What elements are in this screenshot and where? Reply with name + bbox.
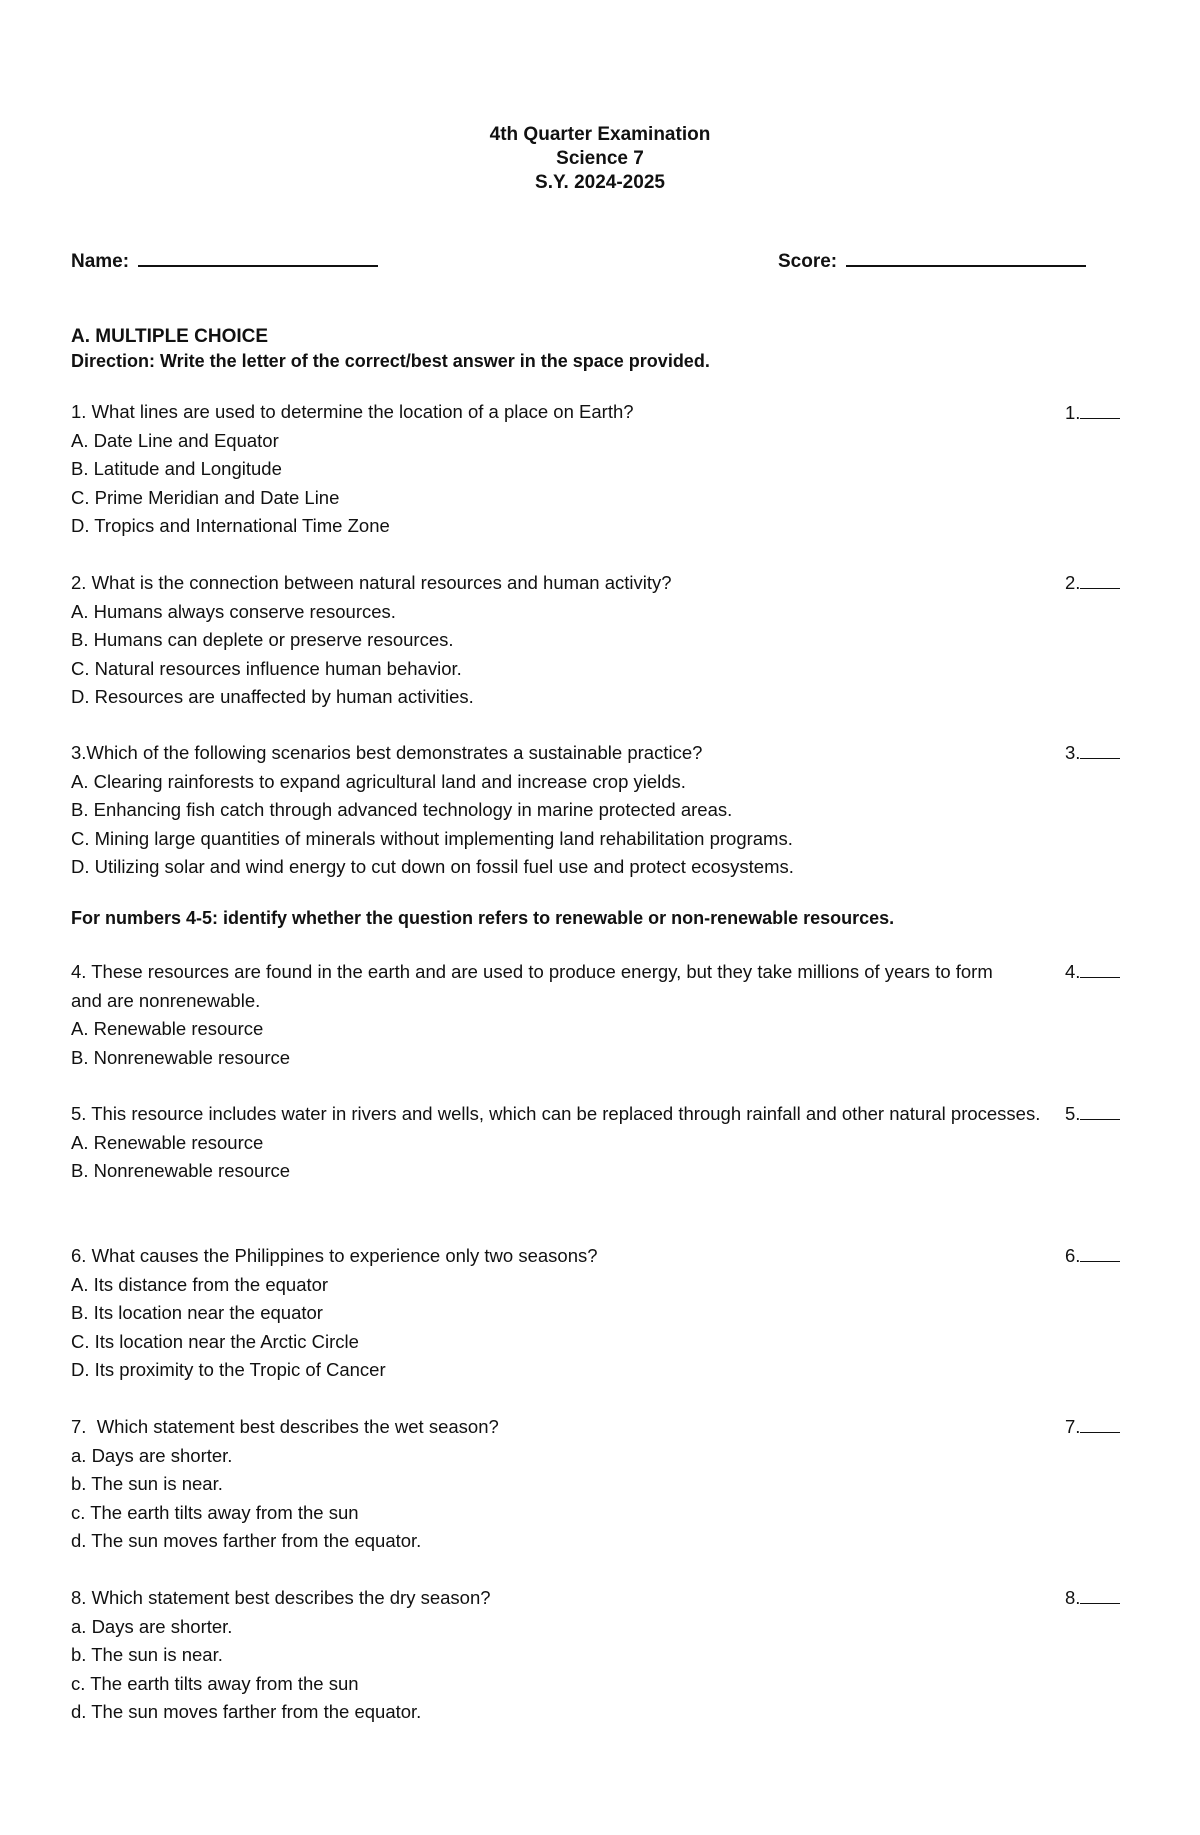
answer-blank[interactable] — [1080, 961, 1120, 978]
answer-slot[interactable] — [1065, 739, 1131, 768]
option: A. Renewable resource — [71, 1018, 264, 1040]
answer-blank[interactable] — [1080, 1416, 1120, 1433]
option: d. The sun moves farther from the equator. — [71, 1530, 422, 1552]
answer-blank[interactable] — [1080, 1103, 1120, 1120]
answer-slot[interactable] — [1065, 1100, 1131, 1129]
option: b. The sun is near. — [71, 1644, 223, 1666]
name-label: Name: — [71, 251, 130, 272]
option: B. Nonrenewable resource — [71, 1046, 291, 1068]
option: A. Its distance from the equator — [71, 1273, 329, 1295]
exam-school-year: S.Y. 2024-2025 — [535, 172, 665, 193]
option: C. Mining large quantities of minerals without implementing land rehabilitation programs. — [71, 827, 793, 849]
section-direction: Direction: Write the letter of the correct/best answer in the space provided. — [71, 351, 710, 371]
question-1 — [71, 398, 1131, 541]
exam-subject: Science 7 — [556, 148, 644, 169]
answer-blank[interactable] — [1080, 1587, 1120, 1604]
option: C. Prime Meridian and Date Line — [71, 486, 340, 508]
option: A. Humans always conserve resources. — [71, 600, 396, 622]
score-blank[interactable] — [846, 251, 1086, 267]
answer-number: 7. — [1065, 1416, 1081, 1437]
name-blank[interactable] — [138, 251, 378, 267]
option: A. Renewable resource — [71, 1131, 264, 1153]
answer-slot[interactable] — [1065, 1242, 1131, 1271]
option: d. The sun moves farther from the equator. — [71, 1701, 422, 1723]
answer-slot[interactable] — [1065, 958, 1131, 987]
option: a. Days are shorter. — [71, 1444, 233, 1466]
name-field — [71, 250, 378, 274]
option: B. Its location near the equator — [71, 1302, 323, 1324]
option: D. Utilizing solar and wind energy to cut down on fossil fuel use and protect ecosystems. — [71, 856, 794, 878]
question-stem: 3.Which of the following scenarios best demonstrates a sustainable practice? — [71, 742, 703, 763]
option: D. Its proximity to the Tropic of Cancer — [71, 1359, 386, 1381]
answer-number: 6. — [1065, 1245, 1081, 1266]
question-stem: 7. Which statement best describes the wet season? — [71, 1416, 499, 1437]
section-title: A. MULTIPLE CHOICE — [71, 326, 269, 347]
answer-number: 2. — [1065, 572, 1081, 593]
question-stem: 8. Which statement best describes the dry season? — [71, 1587, 491, 1608]
score-label: Score: — [778, 251, 838, 272]
score-field — [778, 250, 1086, 274]
option: C. Natural resources influence human behavior. — [71, 657, 462, 679]
answer-number: 8. — [1065, 1587, 1081, 1608]
question-6 — [71, 1242, 1131, 1385]
question-7 — [71, 1413, 1131, 1556]
option: a. Days are shorter. — [71, 1615, 233, 1637]
answer-number: 1. — [1065, 402, 1081, 423]
answer-blank[interactable] — [1080, 402, 1120, 419]
option: A. Clearing rainforests to expand agricultural land and increase crop yields. — [71, 770, 686, 792]
option: B. Humans can deplete or preserve resources. — [71, 629, 454, 651]
exam-title: 4th Quarter Examination — [489, 124, 711, 145]
answer-slot[interactable] — [1065, 569, 1131, 598]
question-stem: 6. What causes the Philippines to experience only two seasons? — [71, 1245, 598, 1266]
option: B. Enhancing fish catch through advanced technology in marine protected areas. — [71, 799, 733, 821]
question-2 — [71, 569, 1131, 712]
question-stem: 2. What is the connection between natural resources and human activity? — [71, 572, 672, 593]
option: D. Resources are unaffected by human activities. — [71, 686, 474, 708]
option: C. Its location near the Arctic Circle — [71, 1330, 359, 1352]
option: c. The earth tilts away from the sun — [71, 1672, 359, 1694]
answer-blank[interactable] — [1080, 1245, 1120, 1262]
option: B. Latitude and Longitude — [71, 458, 282, 480]
option: B. Nonrenewable resource — [71, 1160, 291, 1182]
answer-blank[interactable] — [1080, 742, 1120, 759]
answer-number: 4. — [1065, 961, 1081, 982]
question-5 — [71, 1100, 1131, 1186]
section-a-heading — [71, 325, 1131, 373]
question-3 — [71, 739, 1131, 882]
answer-slot[interactable] — [1065, 1584, 1131, 1613]
question-stem: 4. These resources are found in the earth and are used to produce energy, but they take millions of years to form and are nonrenewable. — [71, 961, 993, 1011]
option: b. The sun is near. — [71, 1473, 223, 1495]
exam-header — [0, 123, 1200, 195]
question-8 — [71, 1584, 1131, 1727]
answer-number: 3. — [1065, 742, 1081, 763]
answer-number: 5. — [1065, 1103, 1081, 1124]
question-stem: 5. This resource includes water in rivers and wells, which can be replaced through rainfall and other natural processes. — [71, 1103, 1041, 1124]
answer-slot[interactable] — [1065, 1413, 1131, 1442]
question-4 — [71, 958, 1131, 1072]
answer-slot[interactable] — [1065, 399, 1131, 428]
answer-blank[interactable] — [1080, 572, 1120, 589]
option: A. Date Line and Equator — [71, 429, 279, 451]
question-stem: 1. What lines are used to determine the location of a place on Earth? — [71, 401, 634, 422]
option: D. Tropics and International Time Zone — [71, 515, 390, 537]
option: c. The earth tilts away from the sun — [71, 1501, 359, 1523]
instruction-4-5: For numbers 4-5: identify whether the question refers to renewable or non-renewable resources. — [71, 908, 895, 928]
